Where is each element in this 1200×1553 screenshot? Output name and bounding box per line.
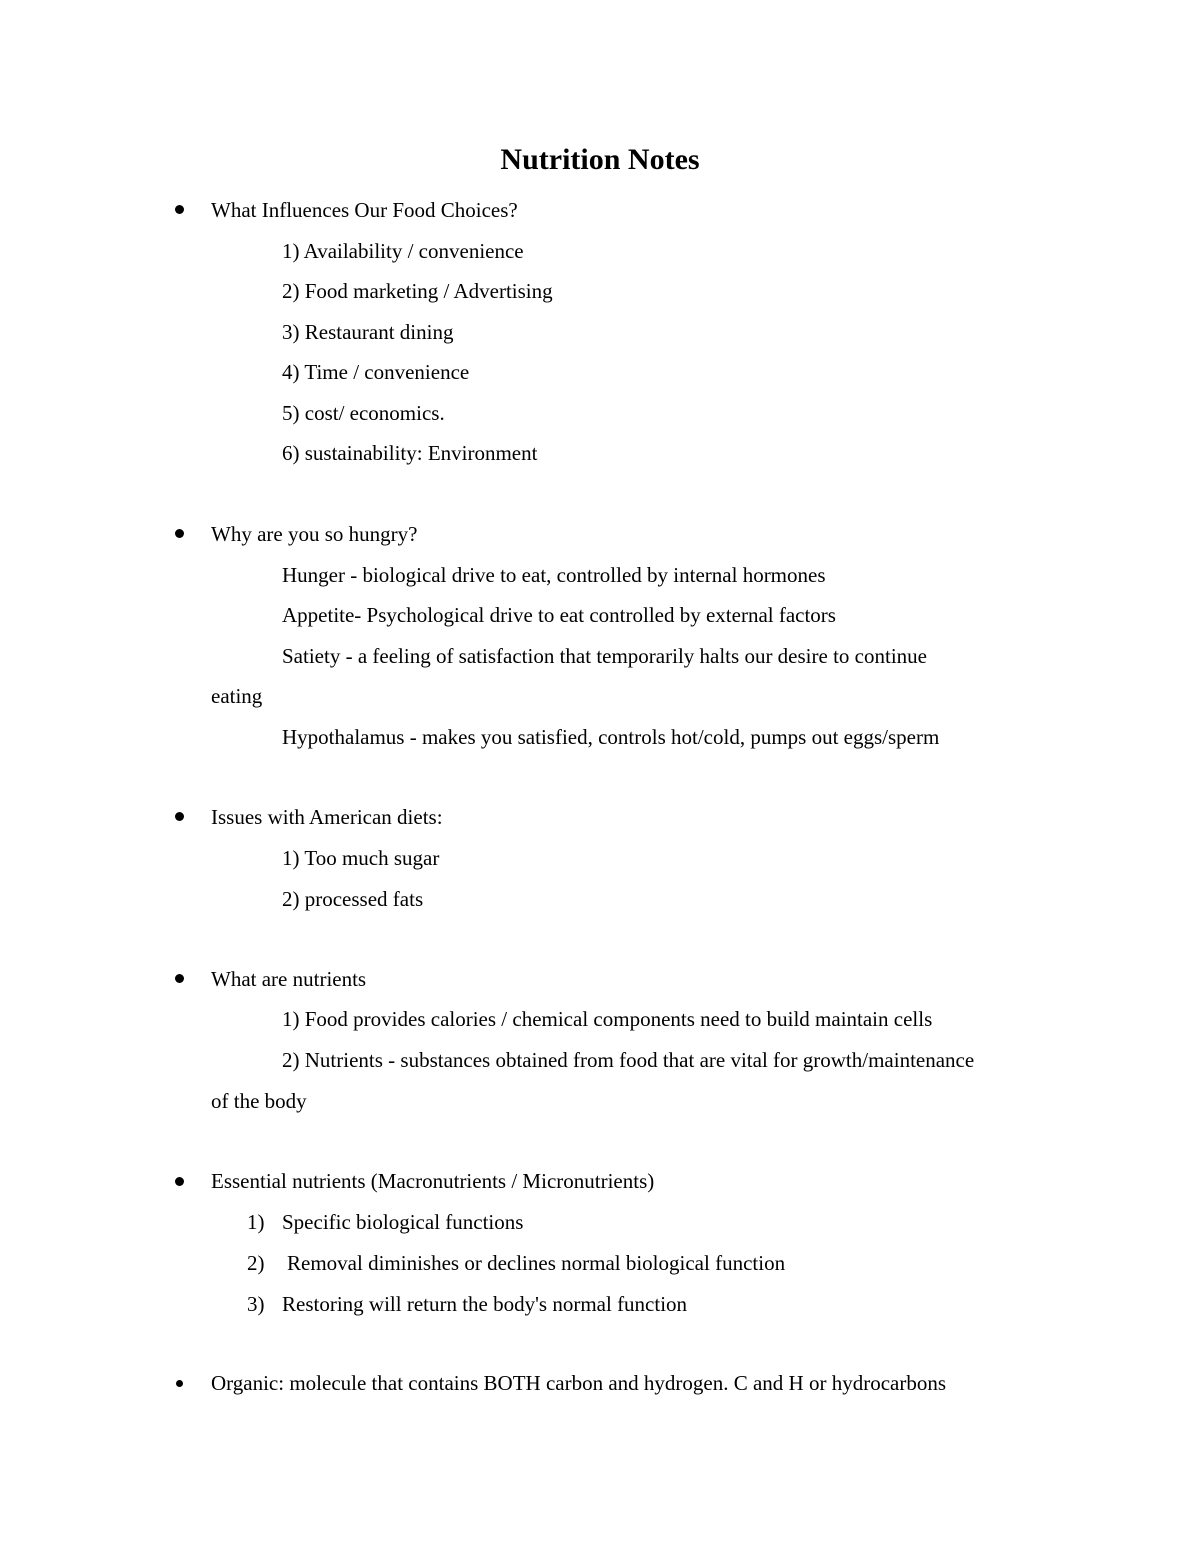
bullet-dot	[175, 812, 184, 821]
list-item: 6) sustainability: Environment	[282, 441, 538, 465]
list-item: 2) Nutrients - substances obtained from food that are vital for growth/maintenance	[282, 1048, 975, 1072]
bullet-dot	[175, 529, 184, 538]
section-heading: Issues with American diets:	[211, 805, 443, 829]
section-heading: What Influences Our Food Choices?	[211, 198, 518, 222]
list-item: 1) Too much sugar	[282, 846, 440, 870]
list-item: Removal diminishes or declines normal biological function	[287, 1251, 786, 1275]
section-heading: Essential nutrients (Macronutrients / Micronutrients)	[211, 1169, 655, 1193]
list-item: eating	[211, 684, 263, 708]
list-item: Satiety - a feeling of satisfaction that temporarily halts our desire to continue	[282, 644, 927, 668]
list-item: 3) Restaurant dining	[282, 320, 454, 344]
list-item: 4) Time / convenience	[282, 360, 470, 384]
bullet-dot	[175, 974, 184, 983]
list-item: 2) Food marketing / Advertising	[282, 279, 553, 303]
document-title: Nutrition Notes	[500, 143, 700, 176]
list-item: 1) Food provides calories / chemical components need to build maintain cells	[282, 1007, 933, 1031]
list-item: Restoring will return the body's normal function	[282, 1292, 688, 1316]
list-item: 5) cost/ economics.	[282, 401, 445, 425]
list-item: Appetite- Psychological drive to eat controlled by external factors	[282, 603, 836, 627]
list-item: Hypothalamus - makes you satisfied, controls hot/cold, pumps out eggs/sperm	[282, 725, 940, 749]
bullet-dot	[175, 205, 184, 214]
list-item-number: 2)	[247, 1251, 265, 1275]
section-heading: Organic: molecule that contains BOTH carbon and hydrogen. C and H or hydrocarbons	[211, 1371, 946, 1395]
section-heading: What are nutrients	[211, 967, 367, 991]
list-item-number: 1)	[247, 1210, 265, 1234]
list-item: Hunger - biological drive to eat, controlled by internal hormones	[282, 563, 826, 587]
list-item: of the body	[211, 1089, 307, 1113]
bullet-dot	[175, 1177, 184, 1186]
bullet-dot	[176, 1380, 183, 1387]
list-item-number: 3)	[247, 1292, 265, 1316]
list-item: Specific biological functions	[282, 1210, 524, 1234]
list-item: 1) Availability / convenience	[282, 239, 524, 263]
section-heading: Why are you so hungry?	[211, 522, 418, 546]
list-item: 2) processed fats	[282, 887, 424, 911]
